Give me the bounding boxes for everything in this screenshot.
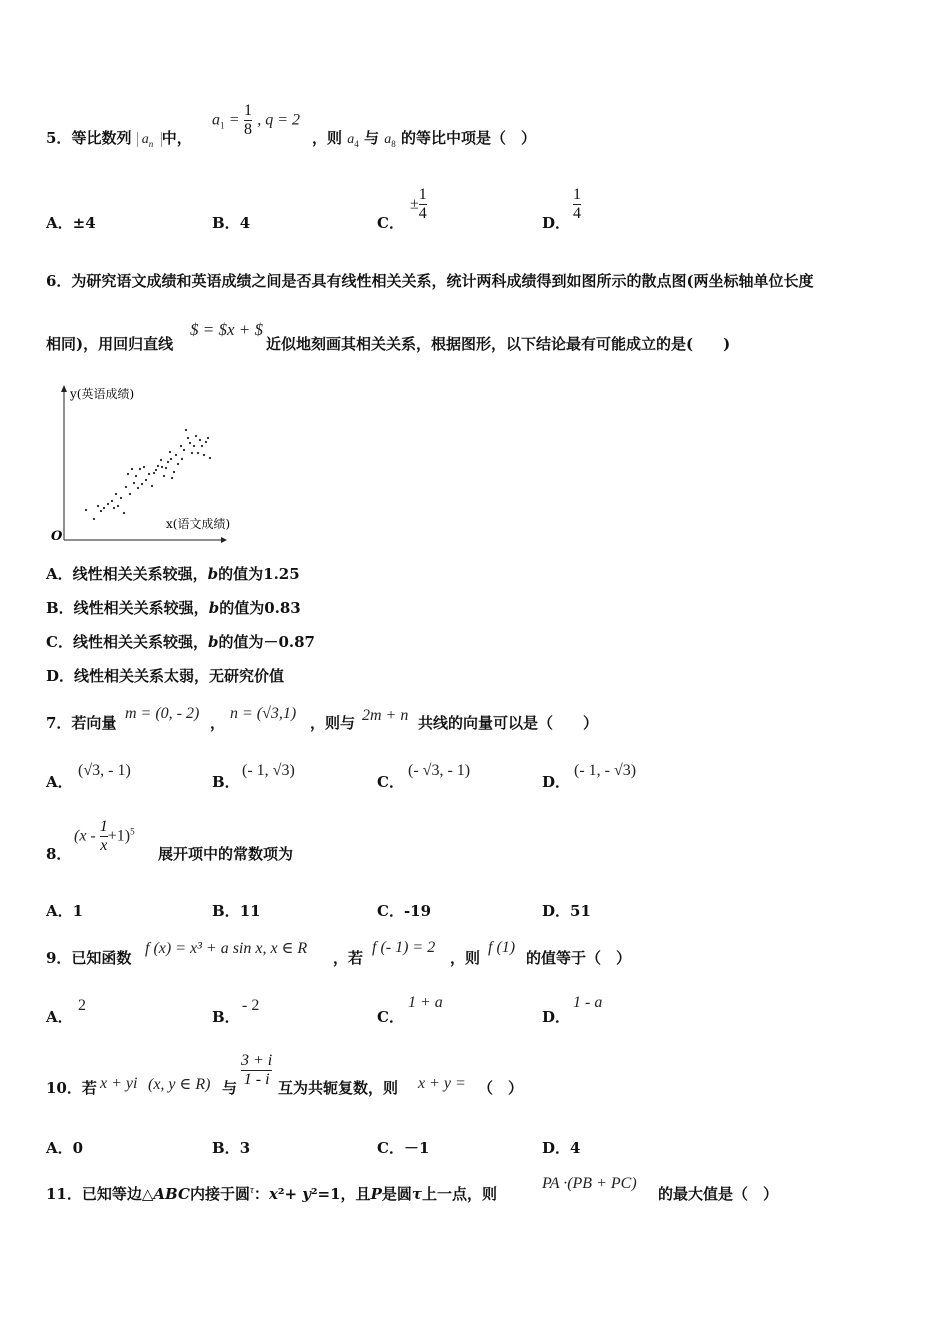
q9-stem-a: 9．已知函数 (46, 949, 132, 967)
scatter-point (157, 465, 159, 467)
scatter-point (113, 507, 115, 509)
q10-expression-2: x + y = (418, 1075, 466, 1092)
scatter-point (169, 451, 171, 453)
q5-option-d[interactable]: $\frac{1}{4}$ (573, 186, 581, 222)
q7-option-a[interactable]: (√3, - 1) (78, 762, 131, 779)
q7-expression: 2m + n (362, 707, 409, 724)
scatter-point (151, 485, 153, 487)
q7-option-a-label[interactable]: A． (46, 773, 73, 791)
q9-option-a[interactable]: 2 (78, 997, 86, 1014)
scatter-point (129, 493, 131, 495)
q9-option-c-label[interactable]: C． (377, 1008, 404, 1026)
q9-option-b[interactable]: - 2 (242, 997, 260, 1014)
scatter-point (135, 475, 137, 477)
q7-option-b-label[interactable]: B． (212, 773, 240, 791)
scatter-point (187, 437, 189, 439)
scatter-point (143, 466, 145, 468)
origin-label: O (51, 529, 63, 544)
q7-option-d-label[interactable]: D． (542, 773, 571, 791)
q9-option-d-label[interactable]: D． (542, 1008, 571, 1026)
q6-scatter-plot (46, 380, 246, 548)
scatter-point (120, 497, 122, 499)
q9-condition: f (- 1) = 2 (372, 939, 436, 956)
scatter-point (139, 468, 141, 470)
q6-option-c[interactable]: C．线性相关关系较强，b的值为－0.87 (46, 633, 315, 651)
scatter-point (153, 472, 155, 474)
scatter-point (170, 458, 172, 460)
q9-target: f (1) (488, 939, 516, 956)
scatter-point (197, 452, 199, 454)
q7-stem-c: 共线的向量可以是（ ） (418, 714, 599, 732)
q8-number: 8． (46, 845, 72, 863)
q7-vector-m: m = (0, - 2) (125, 705, 200, 722)
scatter-point (127, 473, 129, 475)
q5-sequence: $a_n$ (137, 132, 162, 147)
q10-option-a[interactable]: A．0 (46, 1139, 84, 1157)
q6-stem-line2a: 相同)，用回归直线 (46, 335, 174, 353)
q9-option-d[interactable]: 1 - a (573, 994, 603, 1011)
q7-option-d[interactable]: (- 1, - √3) (574, 762, 637, 779)
scatter-point (175, 454, 177, 456)
q7-stem-b: ，则与 (310, 714, 356, 732)
scatter-point (100, 510, 102, 512)
scatter-point (155, 469, 157, 471)
q5-option-d-label[interactable]: D． (542, 214, 571, 232)
q11-expression: PA ·(PB + PC) (542, 1175, 637, 1192)
q9-option-c[interactable]: 1 + a (408, 994, 443, 1011)
scatter-point (173, 471, 175, 473)
q8-option-b[interactable]: B．11 (212, 902, 261, 920)
q5-option-c[interactable]: ± $\frac{1}{4}$ (410, 186, 427, 222)
q10-condition: (x, y ∈ R) (148, 1076, 211, 1093)
q10-option-c[interactable]: C．－1 (377, 1139, 430, 1157)
q10-stem-b: 与 (222, 1079, 238, 1097)
q7-stem-a: 7．若向量 (46, 714, 117, 732)
scatter-point (111, 500, 113, 502)
scatter-point (165, 467, 167, 469)
q7-vector-n: n = (√3,1) (230, 705, 297, 722)
scatter-point (167, 461, 169, 463)
scatter-point (103, 507, 105, 509)
q5-stem-tail: ，则 $a_4$ 与 $a_8$ 的等比中项是（ ） (312, 129, 536, 149)
scatter-point (131, 468, 133, 470)
q6-option-d[interactable]: D．线性相关关系太弱，无研究价值 (46, 667, 285, 685)
q7-option-c[interactable]: (- √3, - 1) (408, 762, 471, 779)
scatter-point (185, 429, 187, 431)
q7-sep: ， (210, 714, 226, 732)
scatter-points (85, 429, 211, 520)
q6-regression-formula: $ = $x + $ (190, 320, 263, 339)
scatter-point (205, 441, 207, 443)
q8-expression: (x - $\frac{1}{x}$ +1)$^5$ (74, 818, 135, 854)
q9-function: f (x) = x³ + a sin x, x ∈ R (145, 940, 308, 957)
q9-stem-c: ，则 (450, 949, 481, 967)
q8-option-d[interactable]: D．51 (542, 902, 591, 920)
q8-option-c[interactable]: C．-19 (377, 902, 432, 920)
scatter-point (160, 459, 162, 461)
scatter-point (209, 457, 211, 459)
q9-option-b-label[interactable]: B． (212, 1008, 240, 1026)
q5-condition: $a_1$ = $\frac{1}{8}$ , q = 2 (212, 102, 301, 138)
scatter-point (195, 435, 197, 437)
q11-stem: 11．已知等边△ABC内接于圆$^\tau$：x²+ y²=1，且P是圆τ上一点，则 (46, 1184, 497, 1203)
q6-option-a[interactable]: A．线性相关关系较强，b的值为1.25 (46, 565, 300, 583)
q5-fraction: $\frac{1}{8}$ (244, 102, 252, 138)
scatter-point (181, 458, 183, 460)
q10-stem-c: 互为共轭复数，则 (278, 1079, 399, 1097)
q10-stem-a: 10．若 (46, 1079, 97, 1097)
q10-stem-d: （ ） (478, 1079, 524, 1097)
scatter-point (180, 445, 182, 447)
q11-stem-tail: 的最大值是（ ） (658, 1185, 779, 1203)
q10-option-d[interactable]: D．4 (542, 1139, 581, 1157)
scatter-point (93, 518, 95, 520)
scatter-point (201, 445, 203, 447)
scatter-point (137, 487, 139, 489)
scatter-point (148, 473, 150, 475)
q5-option-b[interactable]: B．4 (212, 214, 251, 232)
q5-option-a[interactable]: A．±4 (46, 214, 96, 232)
scatter-point (183, 449, 185, 451)
scatter-point (107, 503, 109, 505)
y-axis-label: y(英语成绩) (70, 387, 135, 401)
q5-stem: 5．等比数列 $a_n$ 中， (46, 129, 192, 149)
scatter-point (85, 509, 87, 511)
q8-option-a[interactable]: A．1 (46, 902, 84, 920)
scatter-point (117, 505, 119, 507)
q9-stem-b: ，若 (333, 949, 364, 967)
q6-stem-line2b: 近似地刻画其相关关系，根据图形，以下结论最有可能成立的是( ) (266, 335, 731, 353)
x-axis-arrow (221, 537, 227, 543)
q9-option-a-label[interactable]: A． (46, 1008, 73, 1026)
scatter-point (145, 479, 147, 481)
q7-option-c-label[interactable]: C． (377, 773, 404, 791)
q7-option-b[interactable]: (- 1, √3) (242, 762, 295, 779)
scatter-point (207, 437, 209, 439)
scatter-point (177, 463, 179, 465)
q10-fraction: $\frac{3 + i}{1 - i}$ (241, 1052, 273, 1088)
scatter-point (133, 482, 135, 484)
scatter-point (163, 475, 165, 477)
q6-stem-line1: 6．为研究语文成绩和英语成绩之间是否具有线性相关关系，统计两科成绩得到如图所示的散点图(两坐标轴单位长度 (46, 272, 814, 290)
scatter-point (193, 445, 195, 447)
scatter-point (125, 486, 127, 488)
scatter-point (115, 493, 117, 495)
scatter-point (189, 442, 191, 444)
y-axis-arrow (61, 385, 67, 392)
q8-stem: 展开项中的常数项为 (158, 845, 294, 863)
scatter-point (203, 454, 205, 456)
q5-option-c-label[interactable]: C． (377, 214, 404, 232)
scatter-point (171, 477, 173, 479)
x-axis-label: x(语文成绩) (166, 517, 231, 531)
scatter-point (199, 439, 201, 441)
scatter-point (123, 512, 125, 514)
scatter-point (97, 505, 99, 507)
q10-option-b[interactable]: B．3 (212, 1139, 251, 1157)
scatter-point (141, 483, 143, 485)
q10-expression: x + yi (100, 1075, 138, 1092)
scatter-point (191, 452, 193, 454)
q9-stem-d: 的值等于（ ） (526, 949, 632, 967)
q6-option-b[interactable]: B．线性相关关系较强，b的值为0.83 (46, 599, 301, 617)
scatter-point (161, 466, 163, 468)
